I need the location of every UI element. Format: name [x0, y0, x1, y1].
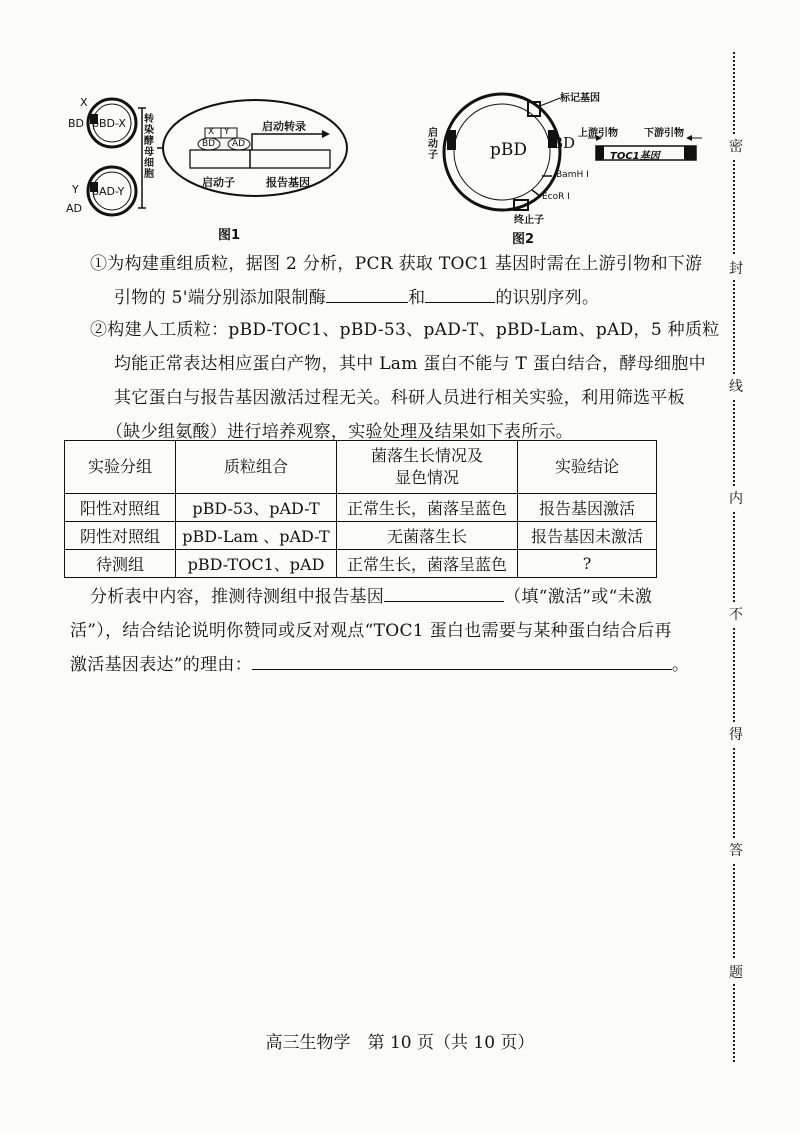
- table-row: [65, 550, 657, 578]
- q3-line-2: 活”），结合结论说明你赞同或反对观点“TOC1 蛋白也需要与某种蛋白结合后再: [70, 621, 672, 641]
- experiment-table: [64, 440, 657, 578]
- header-colony: [337, 441, 518, 494]
- table-cell: pBD-53、pAD-T: [176, 494, 337, 522]
- table-cell: 正常生长，菌落呈蓝色: [337, 494, 518, 522]
- fig2-bd: BD: [552, 134, 576, 152]
- q3-text-a: 分析表中内容，推测待测组中报告基因: [90, 587, 385, 607]
- fig1-vertical-text: 转染酵母细胞: [144, 114, 154, 180]
- fig2-toc1-gene: TOC1基因: [610, 151, 660, 162]
- fig2-upstream-primer: 上游引物: [578, 128, 618, 139]
- fig1-reporter: 报告基因: [266, 176, 310, 189]
- table-cell: 无菌落生长: [337, 522, 518, 550]
- q3-line-1: [70, 580, 689, 614]
- q2-line-2: 均能正常表达相应蛋白产物，其中 Lam 蛋白不能与 T 蛋白结合，酵母细胞中: [114, 354, 706, 374]
- binding-char: 封: [729, 256, 743, 280]
- binding-char: 答: [729, 838, 743, 862]
- table-cell: pBD-TOC1、pAD: [176, 550, 337, 578]
- fig1-inner-ad: AD: [232, 139, 246, 149]
- question-2: [90, 313, 720, 449]
- fig1-plasmid-bottom: pAD-Y: [92, 185, 125, 198]
- q1-line-2: [90, 281, 702, 315]
- q2-line-3: 其它蛋白与报告基因激活过程无关。科研人员进行相关实验，利用筛选平板: [114, 388, 685, 408]
- question-3: [70, 580, 689, 682]
- figure-1-diagram: [60, 88, 380, 238]
- answer-blank-1[interactable]: [326, 284, 408, 303]
- binding-char: 内: [729, 486, 743, 510]
- q2-line-1: ②构建人工质粒：pBD-TOC1、pBD-53、pAD-T、pBD-Lam、pAD，5 种质粒: [90, 320, 720, 340]
- answer-blank-4[interactable]: [252, 651, 672, 670]
- q3-text-b: （填“激活”或“未激: [504, 587, 653, 607]
- q1-text-c: 的识别序列。: [495, 288, 600, 308]
- binding-line: [733, 52, 741, 1062]
- figure-2-diagram: [420, 84, 710, 234]
- fig2-ecori: EcoR I: [542, 192, 570, 202]
- fig1-label-bd: BD: [68, 117, 85, 130]
- table-row: [65, 494, 657, 522]
- header-group: 实验分组: [65, 441, 176, 494]
- q1-text-a: 引物的 5'端分别添加限制酶: [114, 288, 327, 308]
- table-header-row: [65, 441, 657, 494]
- fig1-transcription-label: 启动转录: [262, 120, 306, 133]
- fig2-terminator: 终止子: [514, 215, 544, 226]
- fig1-inner-x: X: [208, 127, 215, 137]
- q3-line-3: [70, 648, 689, 682]
- table-cell: 报告基因未激活: [518, 522, 657, 550]
- binding-char: 线: [729, 374, 743, 398]
- fig1-inner-y: Y: [224, 127, 230, 137]
- header-plasmid: 质粒组合: [176, 441, 337, 494]
- fig2-downstream-primer: 下游引物: [644, 128, 684, 139]
- answer-blank-2[interactable]: [425, 284, 495, 303]
- q1-text-b: 和: [408, 288, 426, 308]
- fig2-bamhi: BamH I: [556, 170, 589, 180]
- q2-line-4: （缺少组氨酸）进行培养观察，实验处理及结果如下表所示。: [106, 422, 574, 442]
- fig1-label-ad: AD: [66, 202, 82, 215]
- fig2-marker-gene: 标记基因: [560, 93, 600, 104]
- binding-char: 不: [729, 602, 743, 626]
- table-cell: 报告基因激活: [518, 494, 657, 522]
- table-cell: 阳性对照组: [65, 494, 176, 522]
- header-colony-line-1: 菌落生长情况及: [370, 446, 483, 465]
- figure-1-caption: 图1: [218, 228, 241, 243]
- answer-blank-3[interactable]: [384, 583, 504, 602]
- figure-2-caption: 图2: [512, 232, 535, 247]
- fig1-label-y: Y: [72, 183, 79, 196]
- q3-text-d: 。: [672, 655, 690, 675]
- fig1-label-x: X: [80, 96, 88, 109]
- binding-char: 得: [729, 722, 743, 746]
- fig1-inner-bd: BD: [202, 139, 216, 149]
- fig1-plasmid-top: pBD-X: [92, 117, 126, 130]
- table-cell: ?: [518, 550, 657, 578]
- fig2-promoter: 启动子: [428, 128, 438, 161]
- table-cell: 正常生长，菌落呈蓝色: [337, 550, 518, 578]
- table-row: [65, 522, 657, 550]
- table-cell: pBD-Lam 、pAD-T: [176, 522, 337, 550]
- fig1-promoter: 启动子: [202, 176, 235, 189]
- header-colony-line-2: 显色情况: [394, 468, 459, 487]
- header-conclusion: 实验结论: [518, 441, 657, 494]
- table-cell: 待测组: [65, 550, 176, 578]
- fig2-plasmid-name: pBD: [490, 140, 528, 160]
- question-1: [90, 247, 702, 315]
- binding-char: 题: [729, 960, 743, 984]
- q3-text-c: 激活基因表达”的理由：: [70, 655, 252, 675]
- binding-char: 密: [729, 134, 743, 158]
- page-footer: 高三生物学 第 10 页（共 10 页）: [265, 1033, 535, 1053]
- q1-line-1: ①为构建重组质粒，据图 2 分析，PCR 获取 TOC1 基因时需在上游引物和下游: [90, 254, 703, 274]
- table-cell: 阴性对照组: [65, 522, 176, 550]
